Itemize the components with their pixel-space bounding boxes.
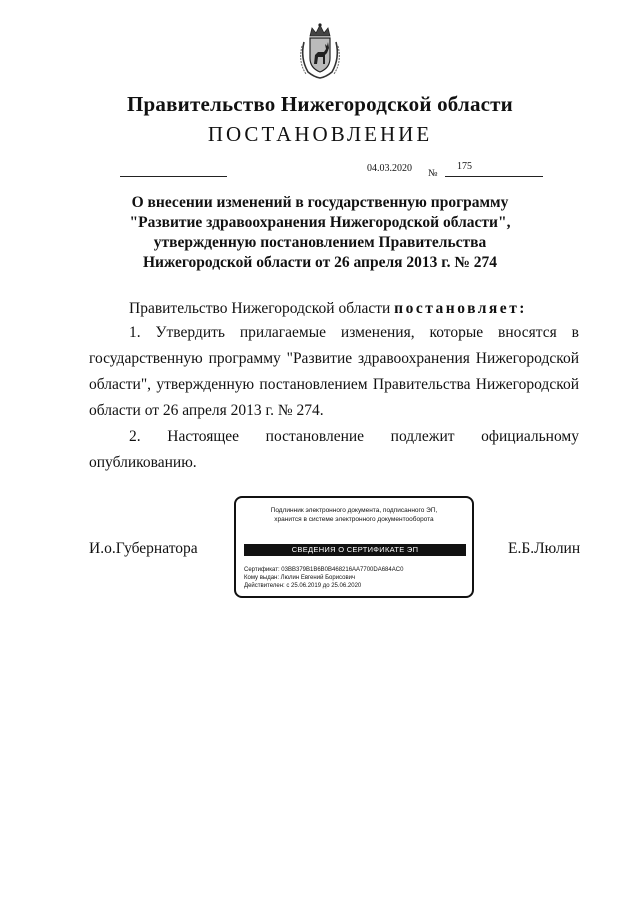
electronic-signature-stamp: [234, 496, 474, 598]
government-title: Правительство Нижегородской области: [127, 92, 513, 116]
stamp-note: [236, 506, 472, 524]
subject-line: утвержденную постановлением Правительства: [153, 234, 487, 251]
subject-line: "Развитие здравоохранения Нижегородской области",: [129, 214, 511, 231]
signer-title: И.о.Губернатора: [89, 540, 198, 557]
number-sign: №: [428, 168, 438, 179]
stamp-validity: Действителен: с 25.06.2019 до 25.06.2020: [244, 583, 362, 589]
stamp-certificate-id: Сертификат: 03BB379B1B6B0B468216AA7700DA684AC0: [244, 567, 404, 573]
item-2-paragraph: 2. Настоящее постановление подлежит официальному опубликованию.: [89, 428, 579, 471]
stamp-certificate-header: СВЕДЕНИЯ О СЕРТИФИКАТЕ ЭП: [244, 544, 466, 556]
document-date: 04.03.2020: [367, 163, 412, 174]
subject-line: О внесении изменений в государственную программу: [131, 194, 509, 211]
subject-line: Нижегородской области от 26 апреля 2013 г. № 274: [142, 254, 498, 271]
document-number: 175: [457, 161, 472, 172]
number-underline: [445, 176, 543, 177]
preamble-decree-word: постановляет:: [394, 300, 527, 317]
preamble-text: Правительство Нижегородской области: [129, 300, 395, 317]
document-type-heading: ПОСТАНОВЛЕНИЕ: [207, 122, 433, 146]
registration-line-left: [120, 176, 227, 177]
document-subject: [60, 193, 580, 273]
preamble-paragraph: [89, 296, 579, 322]
stamp-issued-to: Кому выдан: Люлин Евгений Борисович: [244, 575, 356, 581]
stamp-note-line: Подлинник электронного документа, подписанного ЭП,: [270, 507, 438, 514]
item-1-paragraph: 1. Утвердить прилагаемые изменения, которые вносятся в государственную программу "Развитие здравоохранения Нижегородской области", утвержденную постановлением Правительства Нижегородской области от 26 апреля 2013 г. № 274.: [89, 324, 579, 419]
coat-of-arms-emblem: [298, 22, 342, 80]
signer-name: Е.Б.Люлин: [508, 540, 581, 557]
stamp-note-line: хранится в системе электронного документооборота: [274, 516, 434, 523]
